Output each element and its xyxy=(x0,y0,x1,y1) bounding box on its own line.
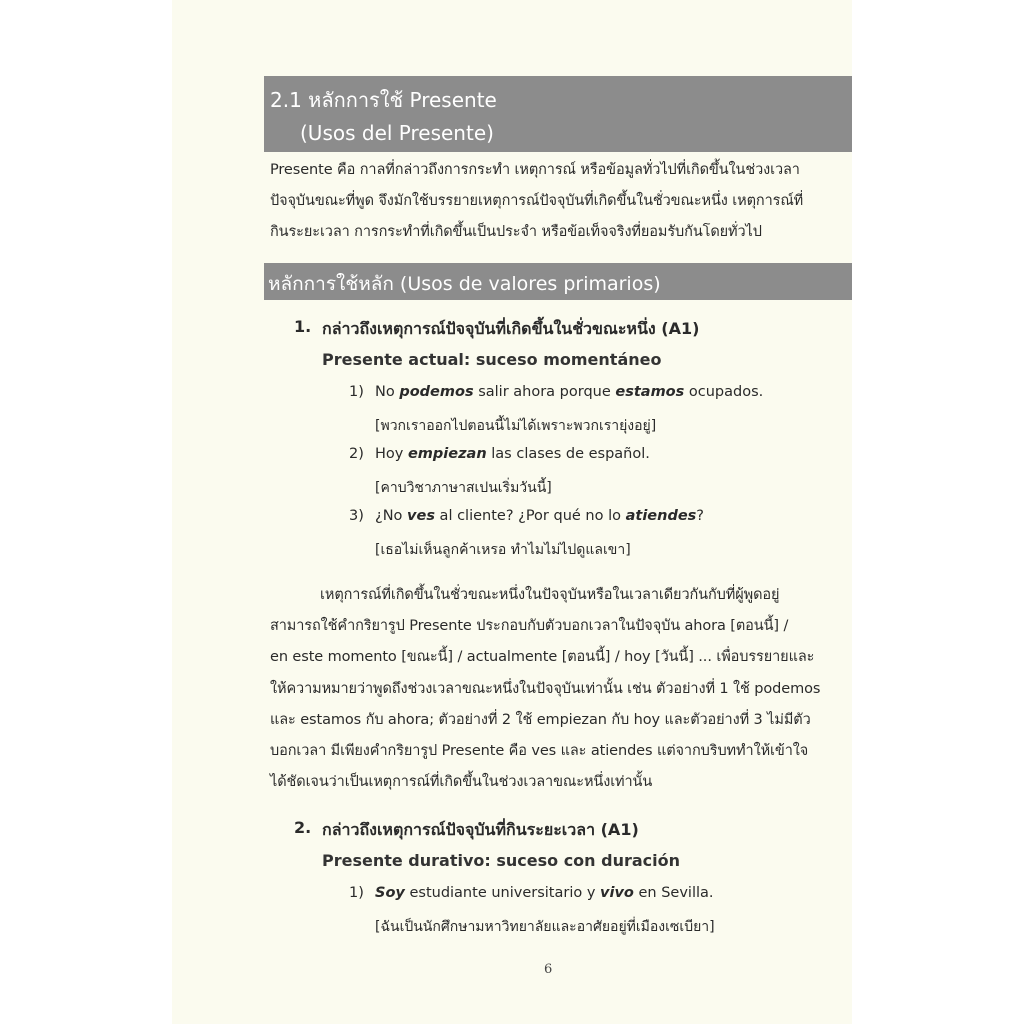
item-number: 2. xyxy=(294,818,312,837)
item-title: กล่าวถึงเหตุการณ์ปัจจุบันที่เกิดขึ้นในชั่วขณะหนึ่ง (A1) xyxy=(322,319,700,338)
page-number: 6 xyxy=(544,962,553,977)
intro-line: Presente คือ กาลที่กล่าวถึงการกระทำ เหตุการณ์ หรือข้อมูลทั่วไปที่เกิดขึ้นในช่วงเวลา xyxy=(270,162,800,178)
book-page xyxy=(172,0,852,1024)
explanation-line: ได้ชัดเจนว่าเป็นเหตุการณ์ที่เกิดขึ้นในช่วงเวลาขณะหนึ่งเท่านั้น xyxy=(270,774,653,790)
example-sentence: No podemos salir ahora porque estamos ocupados. xyxy=(375,384,764,400)
explanation-line: ให้ความหมายว่าพูดถึงช่วงเวลาขณะหนึ่งในปัจจุบันเท่านั้น เช่น ตัวอย่างที่ 1 ใช้ podemos xyxy=(270,681,821,697)
subsection-title: หลักการใช้หลัก (Usos de valores primarios) xyxy=(268,273,661,295)
explanation-line: en este momento [ขณะนี้] / actualmente [ตอนนี้] / hoy [วันนี้] ... เพื่อบรรยายและ xyxy=(270,649,815,665)
intro-line: ปัจจุบันขณะที่พูด จึงมักใช้บรรยายเหตุการณ์ปัจจุบันที่เกิดขึ้นในชั่วขณะหนึ่ง เหตุการณ์ที่ xyxy=(270,193,804,209)
explanation-line: บอกเวลา มีเพียงคำกริยารูป Presente คือ ves และ atiendes แต่จากบริบททำให้เข้าใจ xyxy=(270,743,809,759)
example-translation: [พวกเราออกไปตอนนี้ไม่ได้เพราะพวกเรายุ่งอยู่] xyxy=(375,418,657,434)
example-number: 1) xyxy=(349,384,364,400)
section-title-line1: 2.1 หลักการใช้ Presente xyxy=(270,88,497,112)
example-sentence: Soy estudiante universitario y vivo en Sevilla. xyxy=(375,885,714,901)
example-number: 3) xyxy=(349,508,364,524)
example-translation: [เธอไม่เห็นลูกค้าเหรอ ทำไมไม่ไปดูแลเขา] xyxy=(375,542,631,558)
explanation-line: เหตุการณ์ที่เกิดขึ้นในชั่วขณะหนึ่งในปัจจุบันหรือในเวลาเดียวกันกับที่ผู้พูดอยู่ xyxy=(320,587,780,603)
section-title-line2: (Usos del Presente) xyxy=(300,121,494,145)
example-sentence: Hoy empiezan las clases de español. xyxy=(375,446,650,462)
explanation-line: และ estamos กับ ahora; ตัวอย่างที่ 2 ใช้ empiezan กับ hoy และตัวอย่างที่ 3 ไม่มีตัว xyxy=(270,712,811,728)
item-number: 1. xyxy=(294,317,312,336)
example-translation: [ฉันเป็นนักศึกษามหาวิทยาลัยและอาศัยอยู่ที่เมืองเซเบียา] xyxy=(375,919,715,935)
intro-line: กินระยะเวลา การกระทำที่เกิดขึ้นเป็นประจำ หรือข้อเท็จจริงที่ยอมรับกันโดยทั่วไป xyxy=(270,224,762,240)
explanation-line: สามารถใช้คำกริยารูป Presente ประกอบกับตัวบอกเวลาในปัจจุบัน ahora [ตอนนี้] / xyxy=(270,618,789,634)
section-title-band xyxy=(264,76,852,152)
example-number: 1) xyxy=(349,885,364,901)
example-translation: [คาบวิชาภาษาสเปนเริ่มวันนี้] xyxy=(375,480,552,496)
example-number: 2) xyxy=(349,446,364,462)
example-sentence: ¿No ves al cliente? ¿Por qué no lo atiendes? xyxy=(375,508,704,524)
item-subtitle: Presente durativo: suceso con duración xyxy=(322,851,681,870)
subsection-title-band xyxy=(264,263,852,300)
item-title: กล่าวถึงเหตุการณ์ปัจจุบันที่กินระยะเวลา (A1) xyxy=(322,820,639,839)
item-subtitle: Presente actual: suceso momentáneo xyxy=(322,350,662,369)
